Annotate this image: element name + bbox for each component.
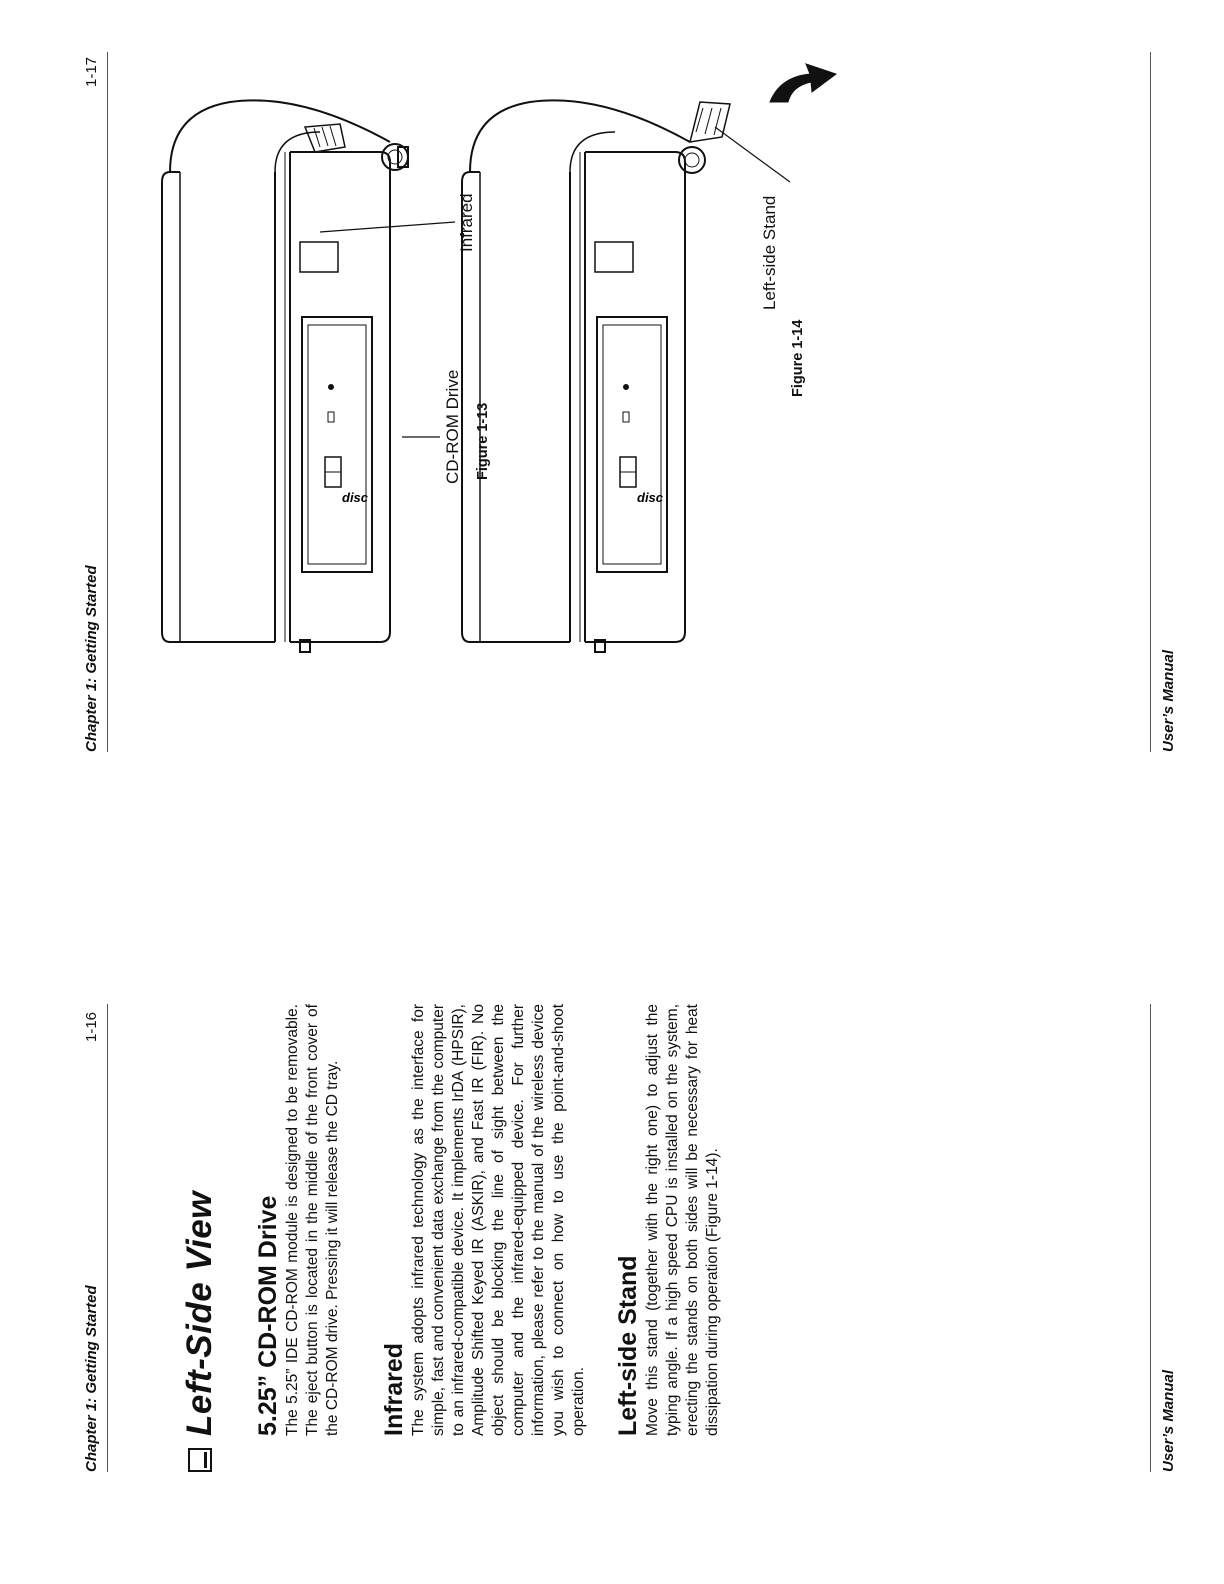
- section-heading-cdrom: 5.25” CD-ROM Drive: [254, 1195, 282, 1436]
- left-header-rule: [107, 1004, 108, 1472]
- laptop-side-figure-14: [462, 100, 790, 652]
- label-cdrom-drive: CD-ROM Drive: [443, 369, 462, 484]
- section-heading-stand: Left-side Stand: [614, 1255, 642, 1436]
- right-page-number: 1-17: [83, 56, 100, 87]
- laptop-side-figure-13: [162, 100, 455, 652]
- section-text-cdrom: The 5.25” IDE CD-ROM module is designed to be removable. The eject button is located in the middle of the front cover of the CD-ROM drive. Pressing it will release the CD tray.: [284, 1004, 341, 1436]
- section-heading-infrared: Infrared: [380, 1342, 408, 1436]
- left-footer-rule: [1150, 1004, 1151, 1472]
- figure-1-14-caption: Figure 1-14: [790, 319, 806, 397]
- left-footer: User’s Manual: [1160, 1370, 1177, 1472]
- right-header-chapter: Chapter 1: Getting Started: [83, 565, 100, 752]
- section-text-infrared: The system adopts infrared technology as the interface for simple, fast and convenient data exchange from the computer to an infrared-compatible device. It implements IrDA (HPSIR), Amplitude Shifted Keyed IR (ASKIR), and Fast IR (FIR). No object should be blocking the line of sight between the computer and the infrared-equipped device. For further information, please refer to the manual of the wireless device you wish to connect on how to use the point-and-shoot operation.: [410, 1004, 587, 1436]
- checkbox-bullet-icon: [188, 1448, 212, 1472]
- disc-logo-figure-14: disc: [637, 490, 664, 505]
- disc-logo-figure-13: disc: [342, 490, 369, 505]
- section-text-stand: Move this stand (together with the right one) to adjust the typing angle. If a high speed CPU is installed on the system, erecting the stands on both sides will be necessary for heat dissipation during operation (Figure 1-14).: [644, 1004, 721, 1436]
- figure-1-13-caption: Figure 1-13: [475, 402, 491, 480]
- label-infrared: Infrared: [457, 193, 476, 252]
- page-title-text: Left-Side View: [180, 1191, 219, 1436]
- right-footer: User’s Manual: [1160, 650, 1177, 752]
- left-page-number: 1-16: [83, 1011, 100, 1042]
- left-header-chapter: Chapter 1: Getting Started: [83, 1285, 100, 1472]
- label-left-side-stand: Left-side Stand: [760, 195, 779, 310]
- rotate-arrow-icon: [770, 64, 836, 102]
- right-footer-rule: [1150, 52, 1151, 752]
- left-page: [0, 792, 1224, 1584]
- page-title: [180, 1191, 220, 1472]
